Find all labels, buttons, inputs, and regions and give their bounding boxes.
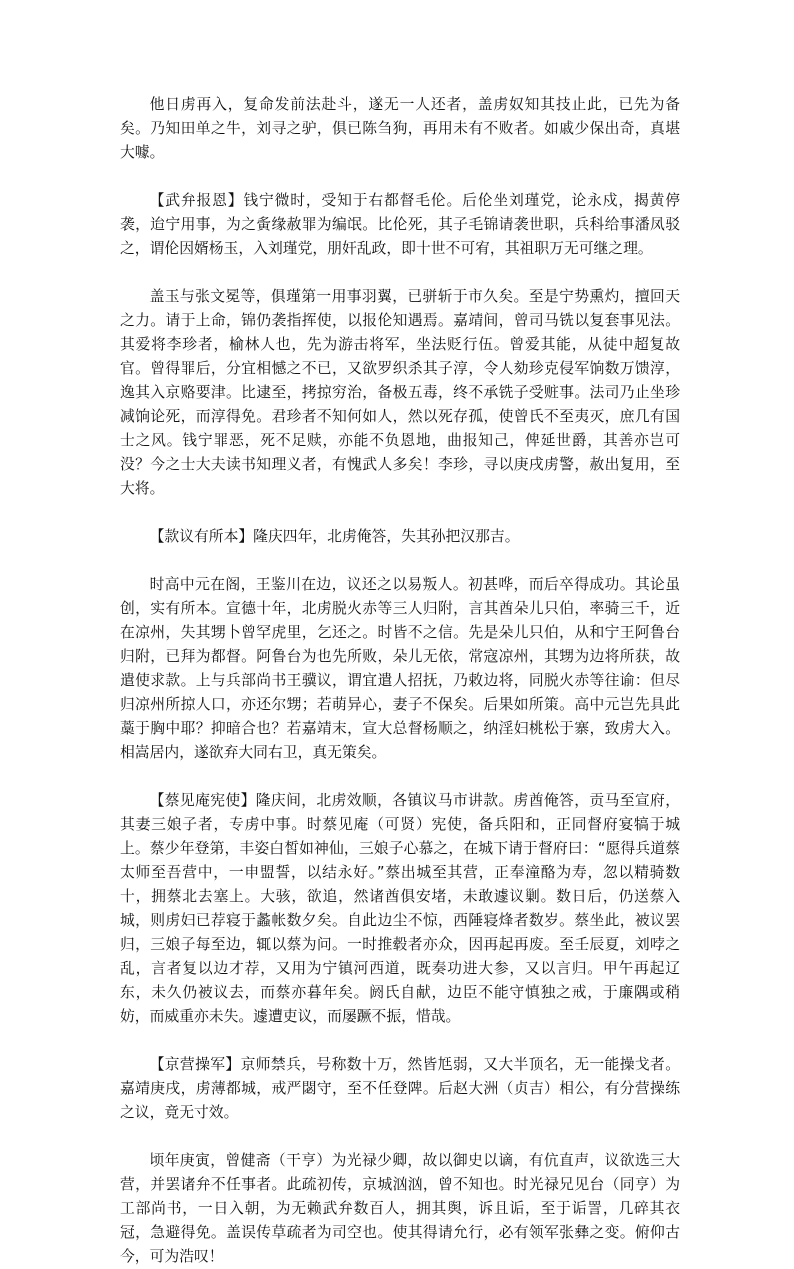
document-page <box>120 93 680 1269</box>
paragraph-5: 时高中元在阁，王鉴川在边，议还之以易叛人。初甚哗，而后卒得成功。其论虽创，实有所本。宣德十年，北虏脱火赤等三人归附，言其酋朵儿只伯，率骑三千，近在凉州，失其甥卜曾罕虎里，乞还之。时皆不之信。先是朵儿只伯，从和宁王阿鲁台归附，已拜为都督。阿鲁台为也先所败，朵儿无依，常寇凉州，其甥为边将所获，故遣使求款。上与兵部尚书王骥议，谓宜遣人招抚，乃敕边将，同脱火赤等往谕：但尽归凉州所掠人口，亦还尔甥；若萌异心，妻子不保矣。后果如所策。高中元岂先具此藁于胸中耶？抑暗合也？若嘉靖末，宣大总督杨顺之，纳淫妇桃松于寨，致虏大入。相嵩居内，遂欲弃大同右卫，真无策矣。 <box>120 576 680 761</box>
paragraph-3: 盖玉与张文冕等，俱瑾第一用事羽翼，已骈斩于市久矣。至是宁势熏灼，擅回天之力。请于上命，锦仍袭指挥使，以报伦知遇焉。嘉靖间，曾司马铣以复套事见法。其爱将李珍者，榆林人也，先为游击将军，坐法贬行伍。曾爱其能，从徒中超复故官。曾得罪后，分宜相憾之不已，又欲罗织杀其子淳，令人劾珍克侵军饷数万馈淳，逸其入京赂要津。比逮至，拷掠穷治，备极五毒，终不承铣子受赃事。法司乃止坐珍减饷论死，而淳得免。君珍者不知何如人，然以死存孤，使曾氏不至夷灭，庶几有国士之风。钱宁罪恶，死不足赎，亦能不负恩地，曲报知己，俾延世爵，其善亦岂可没？今之士大夫读书知理义者，有愧武人多矣！李珍，寻以庚戌虏警，赦出复用，至大将。 <box>120 288 680 497</box>
paragraph-1: 他日虏再入，复命发前法赴斗，遂无一人还者，盖虏奴知其技止此，已先为备矣。乃知田单之牛，刘寻之驴，俱已陈刍狗，再用未有不败者。如戚少保出奇，真堪大噱。 <box>120 96 680 161</box>
paragraph-6: 【蔡见庵宪使】隆庆间，北虏效顺，各镇议马市讲款。虏酋俺答，贡马至宣府，其妻三娘子者，专虏中事。时蔡见庵（可贤）宪使，备兵阳和，正同督府宴犒于城上。蔡少年登第，丰姿白皙如神仙，三娘子心慕之，在城下请于督府曰：“愿得兵道蔡太师至吾营中，一申盟誓，以结永好。”蔡出城至其营，正奉潼酪为寿，忽以精骑数十，拥蔡北去塞上。大骇，欲追，然诸酋俱安堵，未敢遽议剿。数日后，仍送蔡入城，则虏妇已荐寝于蠡帐数夕矣。自此边尘不惊，西陲寝烽者数岁。蔡坐此，被议罢归，三娘子每至边，辄以蔡为问。一时推毂者亦众，因再起再废。至壬辰夏，刘哱之乱，言者复以边才荐，又用为宁镇河西道，既奏功进大参，又以言归。甲午再起辽东，未久仍被议去，而蔡亦暮年矣。阏氏自献，边臣不能守慎独之戒，于廉隅或稍妨，而威重亦未失。遽遭吏议，而屡蹶不振，惜哉。 <box>120 792 680 1025</box>
paragraph-2: 【武弁报恩】钱宁微时，受知于右都督毛伦。后伦坐刘瑾党，论永戍，揭黄停袭，迨宁用事，为之夤缘赦罪为编氓。比伦死，其子毛锦请袭世职，兵科给事潘凤驳之，谓伦因婿杨玉，入刘瑾党，朋奸乱政，即十世不可宥，其祖职万无可继之理。 <box>120 192 680 257</box>
paragraph-7: 【京营操军】京师禁兵，号称数十万，然皆尪弱，又大半顶名，无一能操戈者。嘉靖庚戌，虏薄都城，戒严閟守，至不任登陴。后赵大洲（贞吉）相公，有分营操练之议，竟无寸效。 <box>120 1056 680 1121</box>
paragraph-4: 【款议有所本】隆庆四年，北虏俺答，失其孙把汉那吉。 <box>149 528 520 545</box>
paragraph-8: 顷年庚寅，曾健斋（干亨）为光禄少卿，故以御史以谪，有伉直声，议欲选三大营，并罢诸弁不任事者。此疏初传，京城汹汹，曾不知也。时光禄兄见台（同亨）为工部尚书，一日入朝，为无赖武弁数百人，拥其舆，诉且诟，至于诟詈，几碎其衣冠，急避得免。盖误传草疏者为司空也。使其得请允行，必有领军张彝之变。俯仰古今，可为浩叹！ <box>120 1152 680 1265</box>
